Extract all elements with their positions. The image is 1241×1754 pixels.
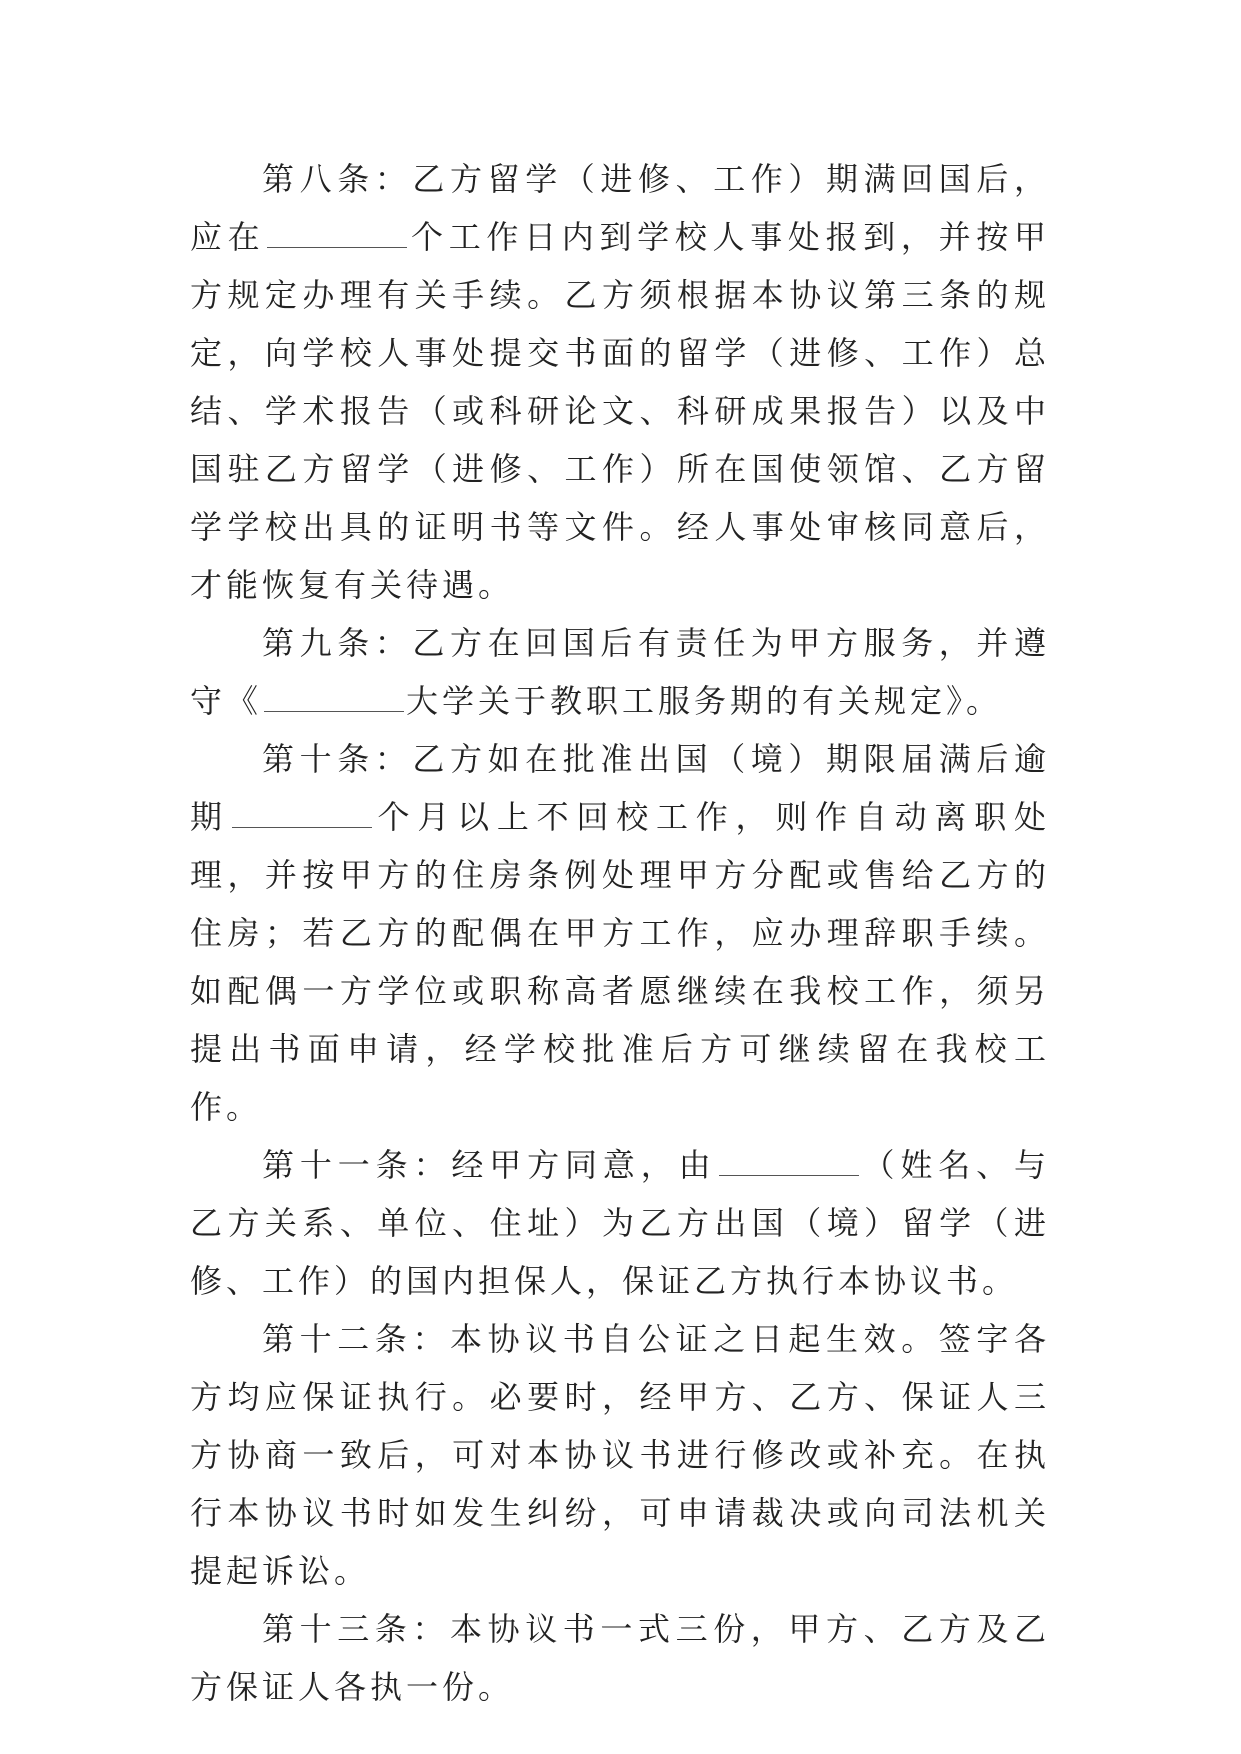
clause-11-text-1: 第十一条：经甲方同意，由: [262, 1146, 717, 1184]
clause-10-text-1: 第十条：乙方如在批准出国（境）期限届满后逾期: [190, 740, 1050, 836]
document-body: [190, 150, 1050, 1716]
clause-9: [190, 614, 1050, 730]
clause-9-text-2: 大学关于教职工服务期的有关规定》。: [406, 682, 1003, 720]
blank-line-workdays: [267, 217, 407, 248]
clause-12-text: 第十二条：本协议书自公证之日起生效。签字各方均应保证执行。必要时，经甲方、乙方、保证人三方协商一致后，可对本协议书进行修改或补充。在执行本协议书时如发生纠纷，可申请裁决或向司法机关提起诉讼。: [190, 1320, 1050, 1590]
clause-12: [190, 1310, 1050, 1600]
clause-10-text-2: 个月以上不回校工作，则作自动离职处理，并按甲方的住房条例处理甲方分配或售给乙方的住房；若乙方的配偶在甲方工作，应办理辞职手续。如配偶一方学位或职称高者愿继续在我校工作，须另提出书面申请，经学校批准后方可继续留在我校工作。: [190, 798, 1050, 1126]
clause-8-text-2: 个工作日内到学校人事处报到，并按甲方规定办理有关手续。乙方须根据本协议第三条的规定，向学校人事处提交书面的留学（进修、工作）总结、学术报告（或科研论文、科研成果报告）以及中国驻乙方留学（进修、工作）所在国使领馆、乙方留学学校出具的证明书等文件。经人事处审核同意后，才能恢复有关待遇。: [190, 218, 1050, 604]
clause-11-text-2: （姓名、与乙方关系、单位、住址）为乙方出国（境）留学（进修、工作）的国内担保人，保证乙方执行本协议书。: [190, 1146, 1050, 1300]
clause-13: [190, 1600, 1050, 1716]
clause-11: [190, 1136, 1050, 1310]
clause-8-text-1: 第八条：乙方留学（进修、工作）期满回国后，应在: [190, 160, 1050, 256]
clause-13-text: 第十三条：本协议书一式三份，甲方、乙方及乙方保证人各执一份。: [190, 1610, 1050, 1706]
clause-10: [190, 730, 1050, 1136]
clause-9-text-1: 第九条：乙方在回国后有责任为甲方服务，并遵守《: [190, 624, 1050, 720]
blank-line-guarantor: [719, 1145, 859, 1176]
clause-8: [190, 150, 1050, 614]
blank-line-university-name: [264, 681, 404, 712]
blank-line-months: [232, 797, 372, 828]
